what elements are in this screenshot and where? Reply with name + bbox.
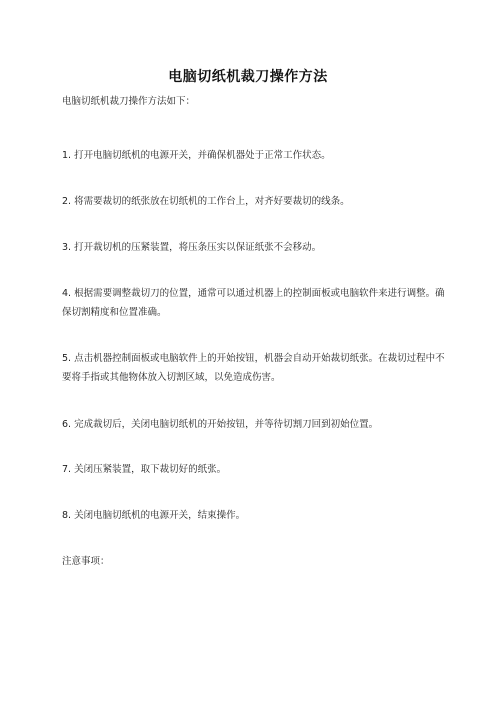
notes-heading: 注意事项： [62, 556, 110, 567]
step-3: 3. 打开裁切机的压紧装置，将压条压实以保证纸张不会移动。 [62, 242, 322, 253]
intro-text: 电脑切纸机裁刀操作方法如下： [62, 96, 196, 107]
step-4: 4. 根据需要调整裁切刀的位置，通常可以通过机器上的控制面板或电脑软件来进行调整。确保切割精度和位置准确。 [62, 288, 445, 318]
step-6: 6. 完成裁切后，关闭电脑切纸机的开始按钮，并等待切割刀回到初始位置。 [62, 419, 379, 430]
step-1: 1. 打开电脑切纸机的电源开关，并确保机器处于正常工作状态。 [62, 150, 331, 161]
step-8: 8. 关闭电脑切纸机的电源开关，结束操作。 [62, 510, 246, 521]
document-title: 电脑切纸机裁刀操作方法 [168, 69, 328, 85]
step-2: 2. 将需要裁切的纸张放在切纸机的工作台上，对齐好要裁切的线条。 [62, 196, 350, 207]
step-7: 7. 关闭压紧装置，取下裁切好的纸张。 [62, 464, 227, 475]
step-5: 5. 点击机器控制面板或电脑软件上的开始按钮，机器会自动开始裁切纸张。在裁切过程中不要将手指或其他物体放入切割区域，以免造成伤害。 [62, 353, 445, 383]
